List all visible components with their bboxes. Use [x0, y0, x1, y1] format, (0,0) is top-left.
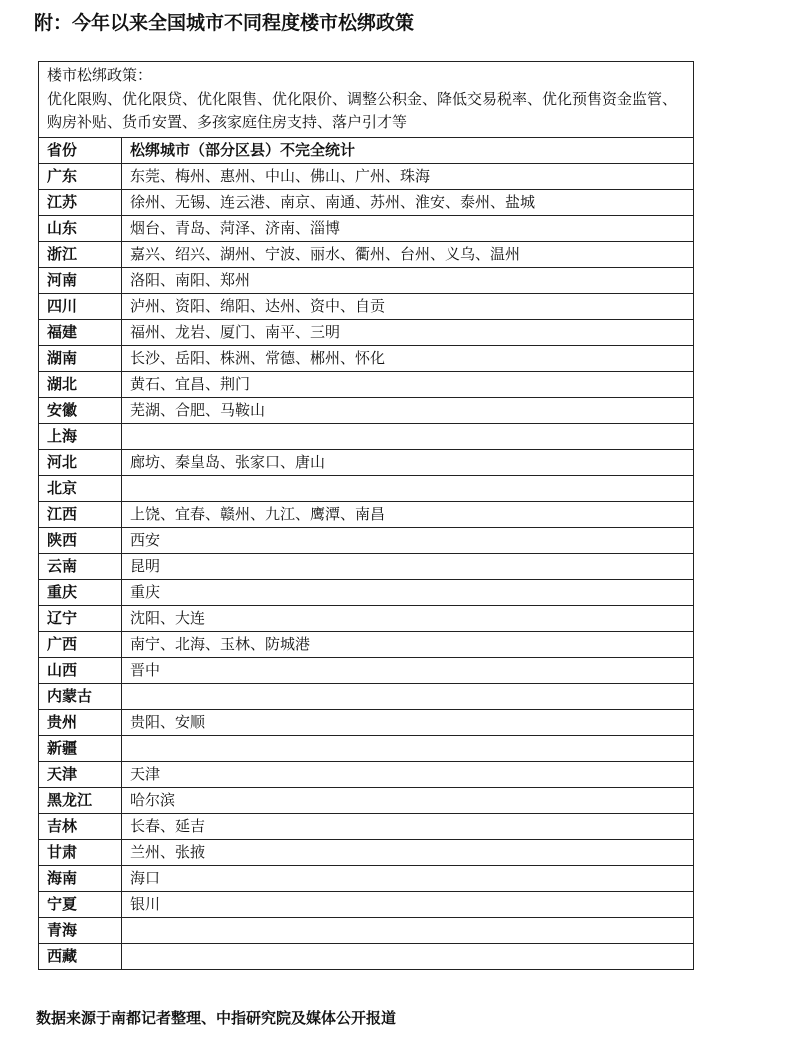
cities-cell: 银川 [122, 892, 694, 918]
province-cell: 重庆 [39, 580, 122, 606]
province-cell: 湖南 [39, 346, 122, 372]
table-row [39, 268, 694, 294]
cities-cell: 上饶、宜春、赣州、九江、鹰潭、南昌 [122, 502, 694, 528]
cities-cell: 南宁、北海、玉林、防城港 [122, 632, 694, 658]
cities-cell: 黄石、宜昌、荆门 [122, 372, 694, 398]
table-row [39, 658, 694, 684]
intro-heading: 楼市松绑政策： [47, 66, 153, 85]
table-row [39, 944, 694, 970]
table-row [39, 632, 694, 658]
cities-cell: 天津 [122, 762, 694, 788]
cities-cell: 沈阳、大连 [122, 606, 694, 632]
table-row [39, 476, 694, 502]
cities-cell [122, 944, 694, 970]
table-row [39, 684, 694, 710]
province-cell: 黑龙江 [39, 788, 122, 814]
table-row [39, 164, 694, 190]
cities-cell: 长春、延吉 [122, 814, 694, 840]
header-row [39, 138, 694, 164]
cities-cell: 福州、龙岩、厦门、南平、三明 [122, 320, 694, 346]
table-row [39, 502, 694, 528]
province-cell: 福建 [39, 320, 122, 346]
province-cell: 陕西 [39, 528, 122, 554]
table-row [39, 398, 694, 424]
cities-cell [122, 424, 694, 450]
table-row [39, 216, 694, 242]
table-row [39, 736, 694, 762]
province-cell: 广西 [39, 632, 122, 658]
cities-cell: 兰州、张掖 [122, 840, 694, 866]
page-title: 附：今年以来全国城市不同程度楼市松绑政策 [34, 12, 415, 34]
table-row [39, 242, 694, 268]
cities-cell: 芜湖、合肥、马鞍山 [122, 398, 694, 424]
intro-body: 优化限购、优化限贷、优化限售、优化限价、调整公积金、降低交易税率、优化预售资金监管、购房补贴、货币安置、多孩家庭住房支持、落户引才等 [47, 89, 678, 132]
policy-table-body [39, 62, 694, 970]
cities-cell: 烟台、青岛、菏泽、济南、淄博 [122, 216, 694, 242]
province-cell: 内蒙古 [39, 684, 122, 710]
cities-cell: 洛阳、南阳、郑州 [122, 268, 694, 294]
cities-column-header: 松绑城市（部分区县）不完全统计 [122, 138, 694, 164]
cities-cell: 泸州、资阳、绵阳、达州、资中、自贡 [122, 294, 694, 320]
cities-cell [122, 736, 694, 762]
table-row [39, 606, 694, 632]
table-row [39, 918, 694, 944]
province-cell: 山西 [39, 658, 122, 684]
cities-cell: 晋中 [122, 658, 694, 684]
intro-row [39, 62, 694, 138]
province-cell: 江苏 [39, 190, 122, 216]
province-cell: 贵州 [39, 710, 122, 736]
intro-cell [39, 62, 694, 138]
province-cell: 广东 [39, 164, 122, 190]
province-cell: 宁夏 [39, 892, 122, 918]
province-cell: 天津 [39, 762, 122, 788]
cities-cell: 东莞、梅州、惠州、中山、佛山、广州、珠海 [122, 164, 694, 190]
province-cell: 辽宁 [39, 606, 122, 632]
table-row [39, 762, 694, 788]
province-cell: 上海 [39, 424, 122, 450]
cities-cell: 长沙、岳阳、株洲、常德、郴州、怀化 [122, 346, 694, 372]
table-row [39, 554, 694, 580]
table-row [39, 580, 694, 606]
source-note: 数据来源于南都记者整理、中指研究院及媒体公开报道 [36, 1009, 397, 1027]
cities-cell: 海口 [122, 866, 694, 892]
province-cell: 浙江 [39, 242, 122, 268]
cities-cell [122, 476, 694, 502]
province-cell: 北京 [39, 476, 122, 502]
cities-cell: 重庆 [122, 580, 694, 606]
province-cell: 山东 [39, 216, 122, 242]
cities-cell: 昆明 [122, 554, 694, 580]
province-cell: 新疆 [39, 736, 122, 762]
table-row [39, 892, 694, 918]
table-row [39, 190, 694, 216]
cities-cell: 哈尔滨 [122, 788, 694, 814]
province-cell: 海南 [39, 866, 122, 892]
province-cell: 安徽 [39, 398, 122, 424]
cities-cell: 徐州、无锡、连云港、南京、南通、苏州、淮安、泰州、盐城 [122, 190, 694, 216]
table-row [39, 372, 694, 398]
province-cell: 湖北 [39, 372, 122, 398]
cities-cell: 贵阳、安顺 [122, 710, 694, 736]
province-cell: 吉林 [39, 814, 122, 840]
table-row [39, 840, 694, 866]
table-row [39, 788, 694, 814]
cities-cell: 廊坊、秦皇岛、张家口、唐山 [122, 450, 694, 476]
cities-cell: 西安 [122, 528, 694, 554]
table-row [39, 346, 694, 372]
province-cell: 四川 [39, 294, 122, 320]
cities-cell: 嘉兴、绍兴、湖州、宁波、丽水、衢州、台州、义乌、温州 [122, 242, 694, 268]
province-cell: 甘肃 [39, 840, 122, 866]
policy-table [38, 61, 694, 970]
province-cell: 青海 [39, 918, 122, 944]
table-row [39, 450, 694, 476]
table-row [39, 528, 694, 554]
cities-cell [122, 684, 694, 710]
province-column-header: 省份 [39, 138, 122, 164]
table-row [39, 866, 694, 892]
province-cell: 江西 [39, 502, 122, 528]
table-row [39, 710, 694, 736]
table-row [39, 424, 694, 450]
table-row [39, 320, 694, 346]
province-cell: 西藏 [39, 944, 122, 970]
province-cell: 河北 [39, 450, 122, 476]
table-row [39, 814, 694, 840]
province-cell: 云南 [39, 554, 122, 580]
province-cell: 河南 [39, 268, 122, 294]
table-row [39, 294, 694, 320]
cities-cell [122, 918, 694, 944]
